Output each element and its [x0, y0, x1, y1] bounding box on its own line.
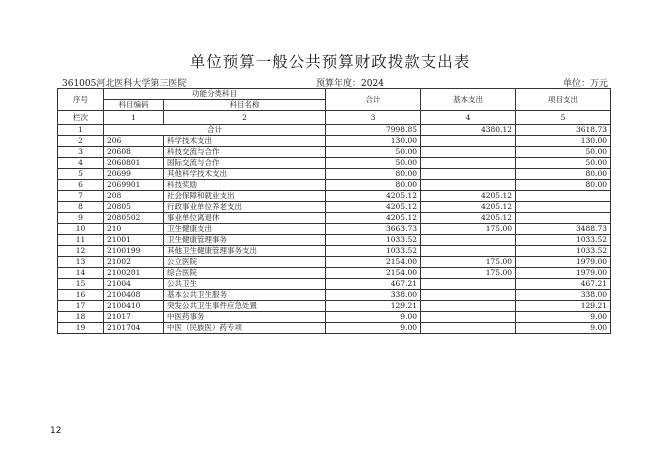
row-total: 1033.52	[326, 246, 421, 257]
row-code: 2080502	[104, 213, 164, 224]
row-name: 中医药事务	[164, 312, 326, 323]
row-total: 3663.73	[326, 224, 421, 235]
total-basic: 4380.12	[421, 125, 516, 136]
row-total: 129.21	[326, 301, 421, 312]
row-total: 80.00	[326, 169, 421, 180]
row-seq: 8	[58, 202, 104, 213]
row-total: 9.00	[326, 323, 421, 334]
row-seq: 5	[58, 169, 104, 180]
col-index-1: 1	[104, 111, 164, 125]
table-row	[58, 158, 611, 169]
row-name: 科学技术支出	[164, 136, 326, 147]
row-basic	[421, 279, 516, 290]
row-name: 基本公共卫生服务	[164, 290, 326, 301]
row-basic	[421, 235, 516, 246]
row-project: 130.00	[516, 136, 611, 147]
row-total: 338.00	[326, 290, 421, 301]
row-total: 4205.12	[326, 191, 421, 202]
row-seq: 9	[58, 213, 104, 224]
row-seq: 16	[58, 290, 104, 301]
budget-table	[57, 88, 611, 334]
table-row	[58, 180, 611, 191]
row-name: 综合医院	[164, 268, 326, 279]
row-name: 其他科学技术支出	[164, 169, 326, 180]
row-total: 467.21	[326, 279, 421, 290]
row-project: 9.00	[516, 323, 611, 334]
row-name: 事业单位离退休	[164, 213, 326, 224]
unit-label: 单位：万元	[562, 79, 608, 89]
row-code: 21002	[104, 257, 164, 268]
row-name: 其他卫生健康管理事务支出	[164, 246, 326, 257]
row-total: 1033.52	[326, 235, 421, 246]
header-total: 合计	[326, 89, 421, 111]
table-row	[58, 224, 611, 235]
row-project	[516, 202, 611, 213]
row-basic	[421, 136, 516, 147]
row-name: 国际交流与合作	[164, 158, 326, 169]
row-name: 科技交流与合作	[164, 147, 326, 158]
row-name: 中医（民族医）药专项	[164, 323, 326, 334]
header-subject-name: 科目名称	[164, 100, 326, 111]
row-project: 80.00	[516, 169, 611, 180]
total-row	[58, 125, 611, 136]
row-project: 129.21	[516, 301, 611, 312]
page-title: 单位预算一般公共预算财政拨款支出表	[189, 53, 471, 71]
table-row	[58, 213, 611, 224]
budget-year: 预算年度：2024	[316, 79, 384, 89]
row-project: 467.21	[516, 279, 611, 290]
row-seq: 13	[58, 257, 104, 268]
col-index-5: 5	[516, 111, 611, 125]
row-basic: 175.00	[421, 268, 516, 279]
row-seq: 11	[58, 235, 104, 246]
row-code: 210	[104, 224, 164, 235]
row-project: 1979.00	[516, 257, 611, 268]
row-seq: 6	[58, 180, 104, 191]
row-seq: 15	[58, 279, 104, 290]
row-name: 公立医院	[164, 257, 326, 268]
row-total: 2154.00	[326, 257, 421, 268]
row-basic: 4205.12	[421, 213, 516, 224]
row-total: 50.00	[326, 147, 421, 158]
table-row	[58, 257, 611, 268]
header-func-class: 功能分类科目	[104, 89, 326, 100]
row-code: 2100201	[104, 268, 164, 279]
row-total: 50.00	[326, 158, 421, 169]
row-project: 1979.00	[516, 268, 611, 279]
row-basic	[421, 290, 516, 301]
row-name: 科技奖励	[164, 180, 326, 191]
row-total: 4205.12	[326, 202, 421, 213]
row-total: 2154.00	[326, 268, 421, 279]
row-basic	[421, 147, 516, 158]
row-code: 20608	[104, 147, 164, 158]
table-row	[58, 301, 611, 312]
row-code: 2100199	[104, 246, 164, 257]
row-code: 20805	[104, 202, 164, 213]
row-seq: 4	[58, 158, 104, 169]
table-row	[58, 290, 611, 301]
row-seq: 10	[58, 224, 104, 235]
row-total: 4205.12	[326, 213, 421, 224]
row-code: 21017	[104, 312, 164, 323]
row-code: 20699	[104, 169, 164, 180]
header-seq: 序号	[58, 89, 104, 111]
row-code: 2101704	[104, 323, 164, 334]
row-name: 社会保障和就业支出	[164, 191, 326, 202]
table-row	[58, 268, 611, 279]
col-index-label: 栏次	[58, 111, 104, 125]
table-row	[58, 323, 611, 334]
table-row	[58, 191, 611, 202]
row-project: 1033.52	[516, 235, 611, 246]
row-project	[516, 191, 611, 202]
total-seq: 1	[58, 125, 104, 136]
row-code: 21001	[104, 235, 164, 246]
row-seq: 2	[58, 136, 104, 147]
row-project: 80.00	[516, 180, 611, 191]
col-index-2: 2	[164, 111, 326, 125]
row-basic	[421, 158, 516, 169]
table-row	[58, 312, 611, 323]
table-row	[58, 147, 611, 158]
row-seq: 3	[58, 147, 104, 158]
row-basic	[421, 323, 516, 334]
col-index-3: 3	[326, 111, 421, 125]
row-name: 突发公共卫生事件应急处置	[164, 301, 326, 312]
row-total: 80.00	[326, 180, 421, 191]
row-total: 9.00	[326, 312, 421, 323]
header-basic: 基本支出	[421, 89, 516, 111]
table-row	[58, 169, 611, 180]
row-basic	[421, 246, 516, 257]
row-basic: 4205.12	[421, 191, 516, 202]
row-project	[516, 213, 611, 224]
row-seq: 17	[58, 301, 104, 312]
row-basic: 175.00	[421, 224, 516, 235]
total-amount: 7998.85	[326, 125, 421, 136]
table-row	[58, 202, 611, 213]
row-code: 2069901	[104, 180, 164, 191]
row-seq: 18	[58, 312, 104, 323]
row-name: 公共卫生	[164, 279, 326, 290]
row-code: 21004	[104, 279, 164, 290]
header-subject-code: 科目编码	[104, 100, 164, 111]
header-project: 项目支出	[516, 89, 611, 111]
total-label: 合计	[104, 125, 326, 136]
row-code: 2100410	[104, 301, 164, 312]
row-basic	[421, 169, 516, 180]
table-row	[58, 246, 611, 257]
row-project: 1033.52	[516, 246, 611, 257]
organization-name: 361005河北医科大学第三医院	[62, 79, 187, 89]
row-name: 卫生健康管理事务	[164, 235, 326, 246]
row-total: 130.00	[326, 136, 421, 147]
row-project: 50.00	[516, 158, 611, 169]
page-number: 12	[50, 426, 62, 436]
row-project: 3488.73	[516, 224, 611, 235]
row-basic	[421, 180, 516, 191]
row-code: 208	[104, 191, 164, 202]
row-seq: 7	[58, 191, 104, 202]
row-seq: 12	[58, 246, 104, 257]
total-project: 3618.73	[516, 125, 611, 136]
row-code: 206	[104, 136, 164, 147]
row-seq: 19	[58, 323, 104, 334]
row-basic	[421, 312, 516, 323]
row-project: 9.00	[516, 312, 611, 323]
row-project: 50.00	[516, 147, 611, 158]
row-code: 2100408	[104, 290, 164, 301]
row-code: 2060801	[104, 158, 164, 169]
col-index-4: 4	[421, 111, 516, 125]
row-basic: 175.00	[421, 257, 516, 268]
row-basic: 4205.12	[421, 202, 516, 213]
table-row	[58, 136, 611, 147]
row-basic	[421, 301, 516, 312]
row-seq: 14	[58, 268, 104, 279]
row-project: 338.00	[516, 290, 611, 301]
row-name: 卫生健康支出	[164, 224, 326, 235]
table-row	[58, 235, 611, 246]
row-name: 行政事业单位养老支出	[164, 202, 326, 213]
table-row	[58, 279, 611, 290]
